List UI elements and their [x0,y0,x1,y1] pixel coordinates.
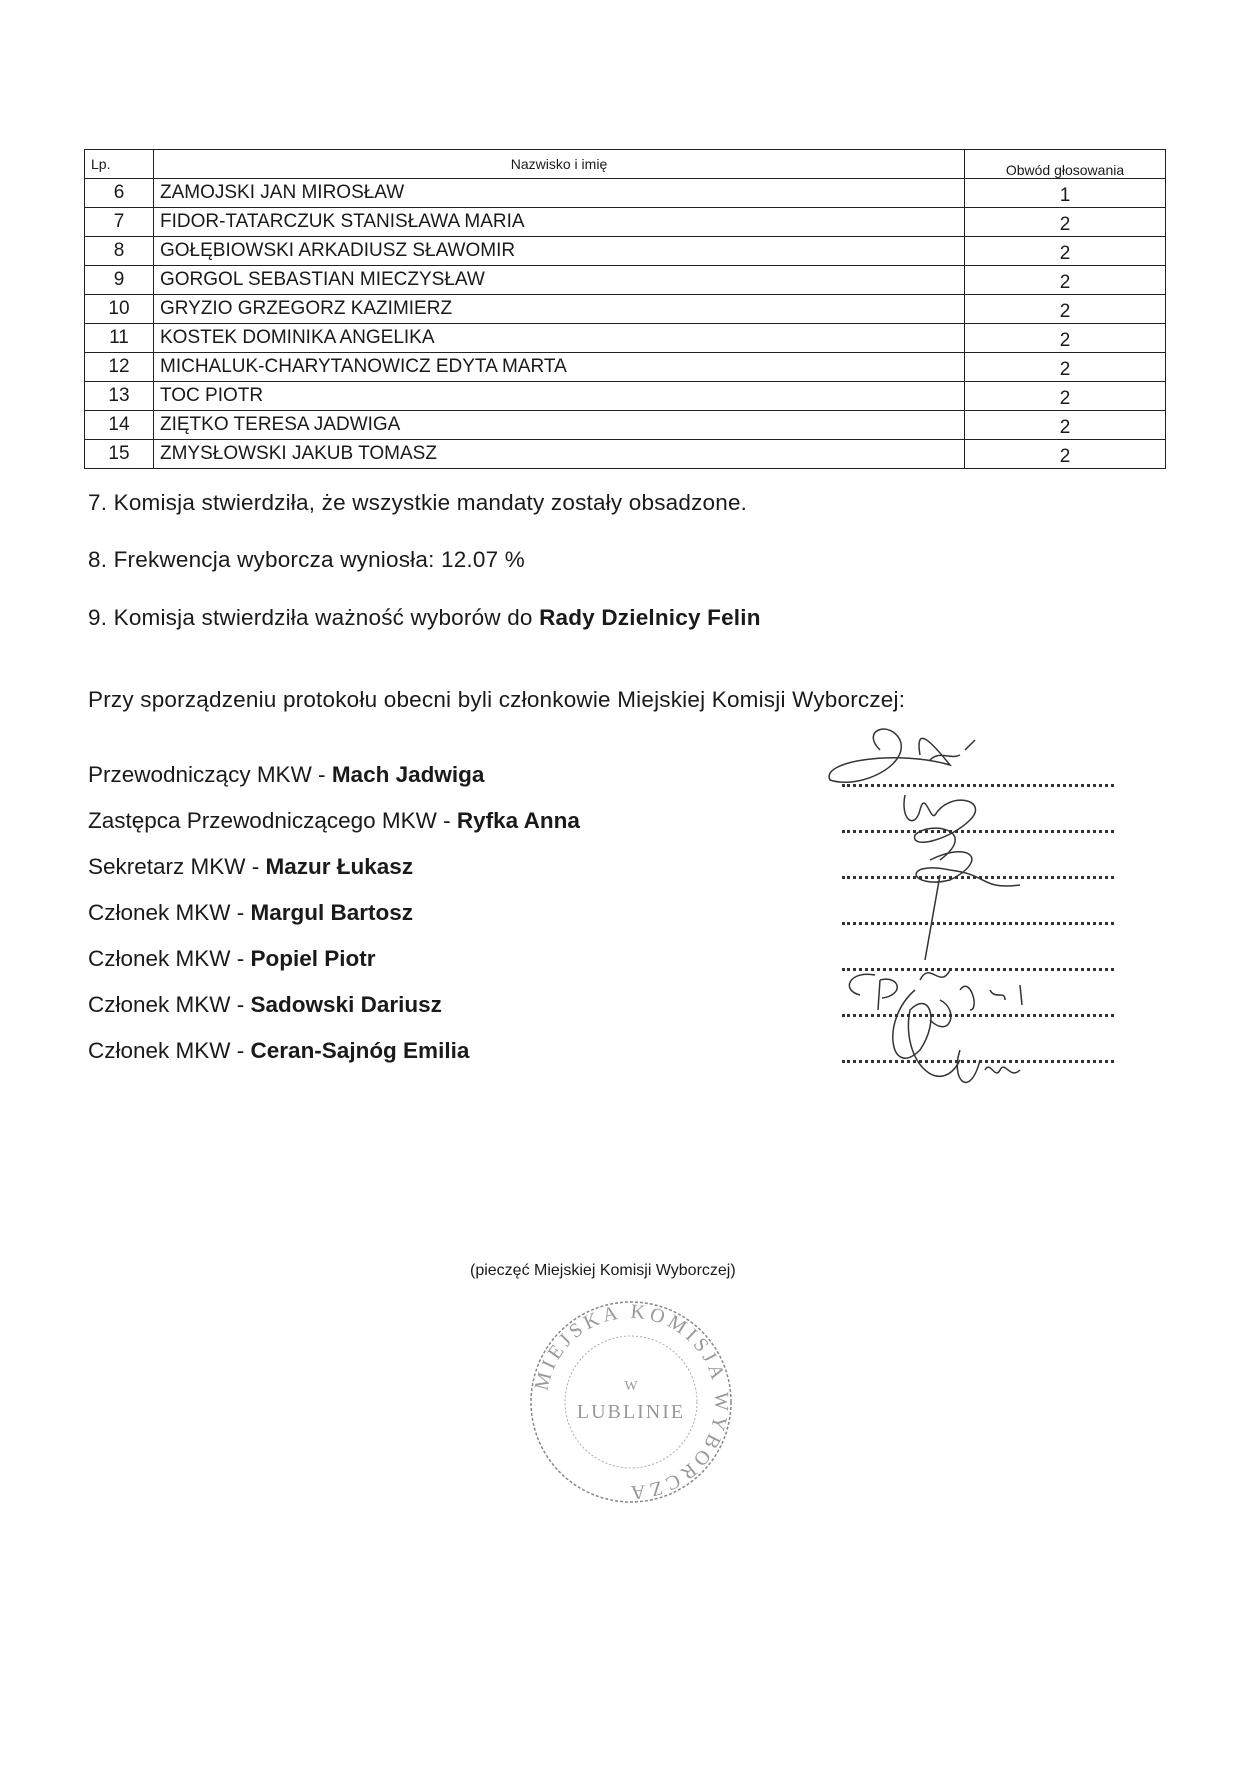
member-role: Członek MKW - [88,946,251,971]
table-row [85,411,1166,440]
stamp-center-top: W [624,1379,638,1394]
point-9-text: 9. Komisja stwierdziła ważność wyborów do [88,605,540,630]
member-name: Popiel Piotr [250,946,376,971]
table-row [85,440,1166,469]
row-name: ZAMOJSKI JAN MIROSŁAW [154,179,965,208]
row-district: 2 [965,266,1166,295]
signature-sadowski [893,990,960,1076]
signature-popiel [849,970,1022,1010]
table-row [85,353,1166,382]
table-row [85,266,1166,295]
row-lp: 8 [85,237,154,266]
point-7: 7. Komisja stwierdziła, że wszystkie mandaty zostały obsadzone. [88,490,748,515]
stamp-icon [525,1296,737,1508]
row-district: 2 [965,237,1166,266]
row-lp: 9 [85,266,154,295]
row-district: 2 [965,440,1166,469]
row-name: ZIĘTKO TERESA JADWIGA [154,411,965,440]
row-name: TOC PIOTR [154,382,965,411]
signatures [820,720,1140,1100]
row-district: 2 [965,324,1166,353]
signature-mach [829,729,975,782]
member-name: Mach Jadwiga [331,762,485,787]
member-role: Członek MKW - [88,1038,251,1063]
member-role: Sekretarz MKW - [88,854,266,879]
member-name: Margul Bartosz [250,900,414,925]
row-name: GRYZIO GRZEGORZ KAZIMIERZ [154,295,965,324]
member-name: Ceran-Sajnóg Emilia [250,1038,470,1063]
header-name: Nazwisko i imię [154,150,965,179]
row-name: FIDOR-TATARCZUK STANISŁAWA MARIA [154,208,965,237]
member-role: Przewodniczący MKW - [88,762,332,787]
table-row [85,179,1166,208]
row-district: 2 [965,208,1166,237]
row-name: GOŁĘBIOWSKI ARKADIUSZ SŁAWOMIR [154,237,965,266]
row-district: 1 [965,179,1166,208]
member-line [88,946,376,972]
member-line [88,808,580,834]
row-name: ZMYSŁOWSKI JAKUB TOMASZ [154,440,965,469]
member-line [88,762,484,788]
row-district: 2 [965,411,1166,440]
stamp-caption: (pieczęć Miejskiej Komisji Wyborczej) [470,1262,736,1279]
row-lp: 13 [85,382,154,411]
signature-mazur [916,852,1020,960]
row-district: 2 [965,295,1166,324]
row-lp: 15 [85,440,154,469]
header-lp: Lp. [85,150,154,179]
table-row [85,237,1166,266]
table-header-row [85,150,1166,179]
elected-members-table [84,149,1166,469]
signature-ceran [957,1050,1020,1082]
member-role: Zastępca Przewodniczącego MKW - [88,808,457,833]
member-name: Ryfka Anna [456,808,580,833]
row-district: 2 [965,353,1166,382]
member-line [88,900,413,926]
point-9 [88,605,761,631]
table-row [85,324,1166,353]
row-lp: 10 [85,295,154,324]
signature-ryfka [904,795,975,860]
row-name: MICHALUK-CHARYTANOWICZ EDYTA MARTA [154,353,965,382]
district-name: Rady Dzielnicy Felin [539,605,761,630]
row-lp: 14 [85,411,154,440]
member-name: Mazur Łukasz [265,854,414,879]
stamp-ring-text: MIEJSKA KOMISJA WYBORCZA [530,1300,733,1504]
members-intro: Przy sporządzeniu protokołu obecni byli członkowie Miejskiej Komisji Wyborczej: [88,687,906,712]
row-lp: 6 [85,179,154,208]
point-8: 8. Frekwencja wyborcza wyniosła: 12.07 % [88,547,525,572]
row-lp: 7 [85,208,154,237]
member-line [88,1038,469,1064]
row-lp: 11 [85,324,154,353]
member-role: Członek MKW - [88,900,251,925]
table-row [85,382,1166,411]
table-row [85,208,1166,237]
member-line [88,992,442,1018]
row-name: GORGOL SEBASTIAN MIECZYSŁAW [154,266,965,295]
member-role: Członek MKW - [88,992,251,1017]
header-district: Obwód głosowania [965,150,1166,179]
stamp-center-bottom: LUBLINIE [576,1401,686,1423]
table-row [85,295,1166,324]
row-district: 2 [965,382,1166,411]
member-line [88,854,413,880]
stamp [525,1296,737,1508]
row-lp: 12 [85,353,154,382]
member-name: Sadowski Dariusz [250,992,442,1017]
row-name: KOSTEK DOMINIKA ANGELIKA [154,324,965,353]
